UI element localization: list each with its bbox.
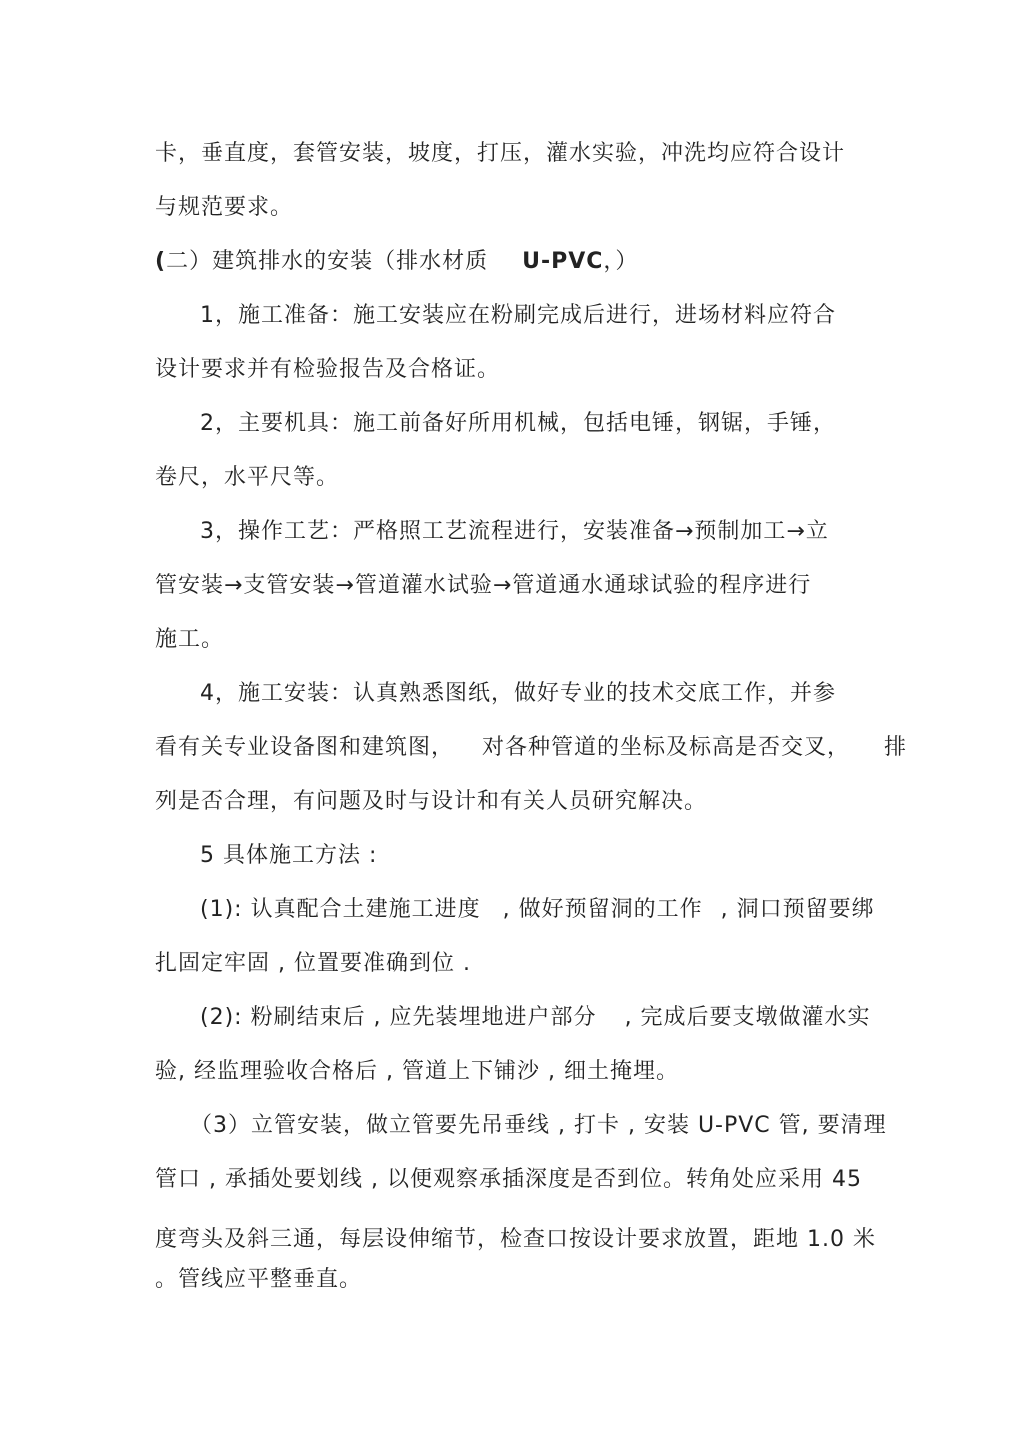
paragraph-line: 管口 , 承插处要划线 , 以便观察承插深度是否到位。转角处应采用 45 [155, 1167, 862, 1192]
item-1-line [200, 896, 875, 924]
paragraph-line: 3，操作工艺：严格照工艺流程进行，安装准备→预制加工→立 [200, 519, 829, 544]
paragraph-line: 4，施工安装：认真熟悉图纸，做好专业的技术交底工作，并参 [200, 681, 836, 706]
paragraph-line: 验, 经监理验收合格后 , 管道上下铺沙 , 细土掩埋。 [155, 1059, 679, 1084]
heading-suffix: ，） [603, 249, 639, 274]
paragraph-line: 卷尺，水平尺等。 [155, 465, 340, 490]
sub-heading: 5 具体施工方法 : [200, 843, 378, 868]
paragraph-line: 卡，垂直度，套管安装，坡度，打压，灌水实验，冲洗均应符合设计 [155, 141, 846, 166]
paragraph-line: 度弯头及斜三通，每层设伸缩节，检查口按设计要求放置，距地 1.0 米 [155, 1227, 876, 1252]
item-2-line [200, 1004, 871, 1032]
paragraph-line: 扎固定牢固 , 位置要准确到位 . [155, 951, 471, 976]
line-part: (2): 粉刷结束后 , 应先装埋地进户部分 [200, 1005, 597, 1030]
paragraph-line: 。管线应平整垂直。 [155, 1267, 363, 1292]
line-part: 排 [884, 735, 908, 760]
paragraph-line: 1，施工准备：施工安装应在粉刷完成后进行，进场材料应符合 [200, 303, 836, 328]
line-part: (1): 认真配合土建施工进度 [200, 897, 481, 922]
item-3-line: （3）立管安装，做立管要先吊垂线 , 打卡 , 安装 U-PVC 管, 要清理 [190, 1113, 887, 1138]
paragraph-line: 列是否合理，有问题及时与设计和有关人员研究解决。 [155, 789, 708, 814]
heading-material: U-PVC [522, 249, 604, 274]
line-part: 对各种管道的坐标及标高是否交叉， [482, 735, 851, 760]
heading-paren: ( [155, 249, 167, 274]
heading-prefix: 二）建筑排水的安装（排水材质 [166, 249, 489, 274]
paragraph-line: 设计要求并有检验报告及合格证。 [155, 357, 501, 382]
section-heading [155, 248, 638, 276]
line-part: , 做好预留洞的工作 [502, 897, 703, 922]
paragraph-line: 施工。 [155, 627, 225, 652]
paragraph-line: 与规范要求。 [155, 195, 294, 220]
line-part: 看有关专业设备图和建筑图， [155, 735, 455, 760]
paragraph-line: 2，主要机具：施工前备好所用机械，包括电锤，钢锯，手锤， [200, 411, 836, 436]
line-part: , 洞口预留要绑 [720, 897, 875, 922]
paragraph-line-view [155, 734, 907, 762]
paragraph-line: 管安装→支管安装→管道灌水试验→管道通水通球试验的程序进行 [155, 573, 812, 598]
line-part: , 完成后要支墩做灌水实 [624, 1005, 871, 1030]
